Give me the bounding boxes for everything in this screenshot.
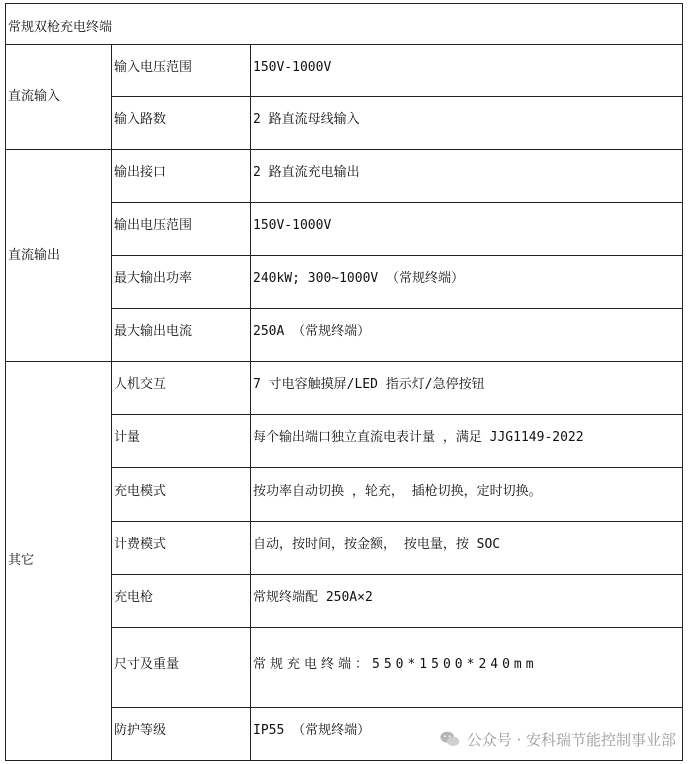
spec-table [5, 3, 683, 761]
table-row [6, 45, 683, 97]
row-label: 输入路数 [112, 97, 251, 150]
row-value: 常规充电终端：550*1500*240mm [251, 628, 683, 708]
row-label: 尺寸及重量 [112, 628, 251, 708]
row-label: 计费模式 [112, 522, 251, 575]
row-value: 150V-1000V [251, 203, 683, 256]
row-label: 输出电压范围 [112, 203, 251, 256]
table-title: 常规双枪充电终端 [6, 4, 683, 45]
row-value: IP55 （常规终端） [251, 708, 683, 761]
row-value: 150V-1000V [251, 45, 683, 97]
watermark [439, 728, 676, 750]
row-label: 输入电压范围 [112, 45, 251, 97]
row-label: 最大输出电流 [112, 309, 251, 362]
row-label: 防护等级 [112, 708, 251, 761]
category-other: 其它 [6, 362, 112, 761]
row-label: 人机交互 [112, 362, 251, 415]
category-dc-output: 直流输出 [6, 150, 112, 362]
category-dc-input: 直流输入 [6, 45, 112, 150]
row-value: 自动，按时间，按金额， 按电量，按 SOC [251, 522, 683, 575]
row-label: 充电枪 [112, 575, 251, 628]
row-value: 7 寸电容触摸屏/LED 指示灯/急停按钮 [251, 362, 683, 415]
row-label: 最大输出功率 [112, 256, 251, 309]
row-value: 2 路直流充电输出 [251, 150, 683, 203]
row-value: 按功率自动切换 ，轮充， 插枪切换，定时切换。 [251, 468, 683, 522]
table-row [6, 362, 683, 415]
wechat-icon [439, 728, 461, 750]
row-value: 250A （常规终端） [251, 309, 683, 362]
row-value: 每个输出端口独立直流电表计量 ，满足 JJG1149-2022 [251, 415, 683, 468]
row-value: 常规终端配 250A×2 [251, 575, 683, 628]
watermark-text: 公众号 · 安科瑞节能控制事业部 [466, 730, 676, 749]
row-label: 充电模式 [112, 468, 251, 522]
row-value: 2 路直流母线输入 [251, 97, 683, 150]
row-value: 240kW; 300~1000V （常规终端） [251, 256, 683, 309]
row-label: 计量 [112, 415, 251, 468]
table-row [6, 150, 683, 203]
row-label: 输出接口 [112, 150, 251, 203]
title-row [6, 4, 683, 45]
